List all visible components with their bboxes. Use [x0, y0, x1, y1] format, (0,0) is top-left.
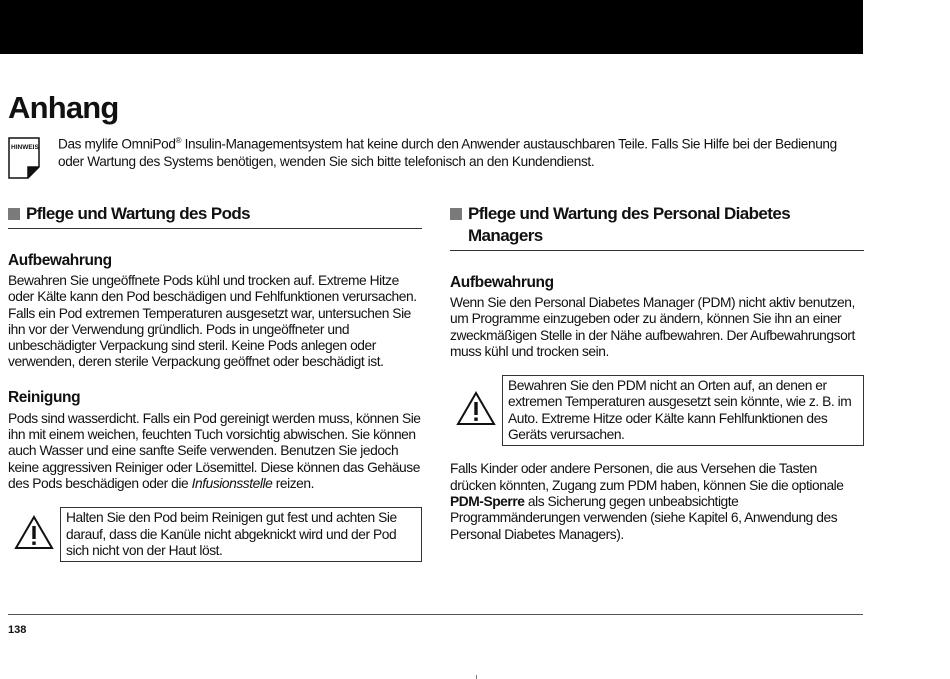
note-text-part: Das mylife OmniPod: [58, 136, 176, 152]
left-column: [8, 203, 422, 562]
lock-paragraph: [450, 461, 864, 542]
note-text: [58, 132, 858, 170]
warning-box: Halten Sie den Pod beim Reinigen gut fest und achten Sie darauf, dass die Kanüle nicht abgeknickt wird und der Pod sich nicht von der Haut löst.: [60, 507, 422, 562]
cleaning-warning: [8, 507, 422, 562]
crop-mark: [476, 675, 477, 679]
section-heading-text: Pflege und Wartung des Pods: [26, 204, 251, 223]
section-heading-text: [468, 203, 790, 247]
subheading-cleaning: Reinigung: [8, 388, 81, 406]
heading-line-1: Pflege und Wartung des Personal Diabetes: [468, 204, 791, 223]
warning-box: Bewahren Sie den PDM nicht an Orten auf, an denen er extremen Temperaturen ausgesetzt sein könnte, wie z. B. im Auto. Extreme Hitze oder Kälte kann Fehlfunktionen des Geräts verursachen.: [502, 375, 864, 446]
section-heading-pods: [8, 203, 422, 229]
warning-icon: [450, 391, 502, 431]
note-icon-label: HINWEIS: [11, 144, 39, 151]
section-square-icon: [450, 208, 462, 220]
subheading-storage: Aufbewahrung: [8, 252, 112, 269]
subheading-storage: Aufbewahrung: [450, 274, 554, 291]
section-heading-pdm: [450, 203, 864, 251]
footer-divider: [8, 614, 863, 615]
cleaning-text-part: reizen.: [272, 475, 314, 491]
page-title: Anhang: [8, 90, 119, 125]
cleaning-text-italic: Infusionsstelle: [191, 475, 273, 491]
lock-text-part: als Sicherung gegen unbeabsichtigte Programmänderungen verwenden (siehe Kapitel 6, Anwendung des Personal Diabetes Managers).: [450, 493, 838, 542]
page-number: 138: [8, 624, 27, 636]
header-bar: [0, 0, 863, 54]
registered-mark: ®: [175, 136, 182, 145]
note-text-part: Insulin-Managementsystem hat keine durch den Anwender austauschbaren Teile. Falls Sie Hilfe bei der Bedienung oder Wartung des Systems benötigen, wenden Sie sich bitte telefonisch an den Kundendienst.: [58, 136, 837, 169]
temperature-warning: [450, 375, 864, 446]
note-icon: [8, 137, 40, 179]
heading-line-2: Managers: [468, 226, 543, 245]
lock-text-part: Falls Kinder oder andere Personen, die aus Versehen die Tasten drücken könnten, Zugang zum PDM haben, können Sie die optionale: [450, 461, 844, 493]
cleaning-text-part: Pods sind wasserdicht. Falls ein Pod gereinigt werden muss, können Sie ihn mit einem weichen, feuchten Tuch vorsichtig abwischen. Sie können auch Wasser und eine sanfte Seife verwenden. Benutzen Sie jedoch keine aggressiven Reiniger oder Lösemittel. Diese können das Gehäuse des Pods beschädigen oder die: [8, 410, 421, 491]
right-column: [450, 203, 864, 543]
storage-paragraph: Bewahren Sie ungeöffnete Pods kühl und trocken auf. Extreme Hitze oder Kälte kann den Pod beschädigen und Fehlfunktionen verursachen. Falls ein Pod extremen Temperaturen ausgesetzt war, untersuchen Sie ihn vor der Verwendung gründlich. Pods in ungeöffneter und unbeschädigter Verpackung sind steril. Keine Pods anlegen oder verwenden, deren sterile Verpackung geöffnet oder beschädigt ist.: [8, 273, 417, 370]
storage-paragraph: Wenn Sie den Personal Diabetes Manager (PDM) nicht aktiv benutzen, um Programme einzugeben oder zu ändern, können Sie ihn an einer zweckmäßigen Stelle in der Nähe aufbewahren. Der Aufbewahrungsort muss kühl und trocken sein.: [450, 295, 855, 359]
warning-icon: [8, 515, 60, 555]
cleaning-paragraph: [8, 411, 422, 492]
lock-text-bold: PDM-Sperre: [450, 493, 525, 509]
section-square-icon: [8, 208, 20, 220]
